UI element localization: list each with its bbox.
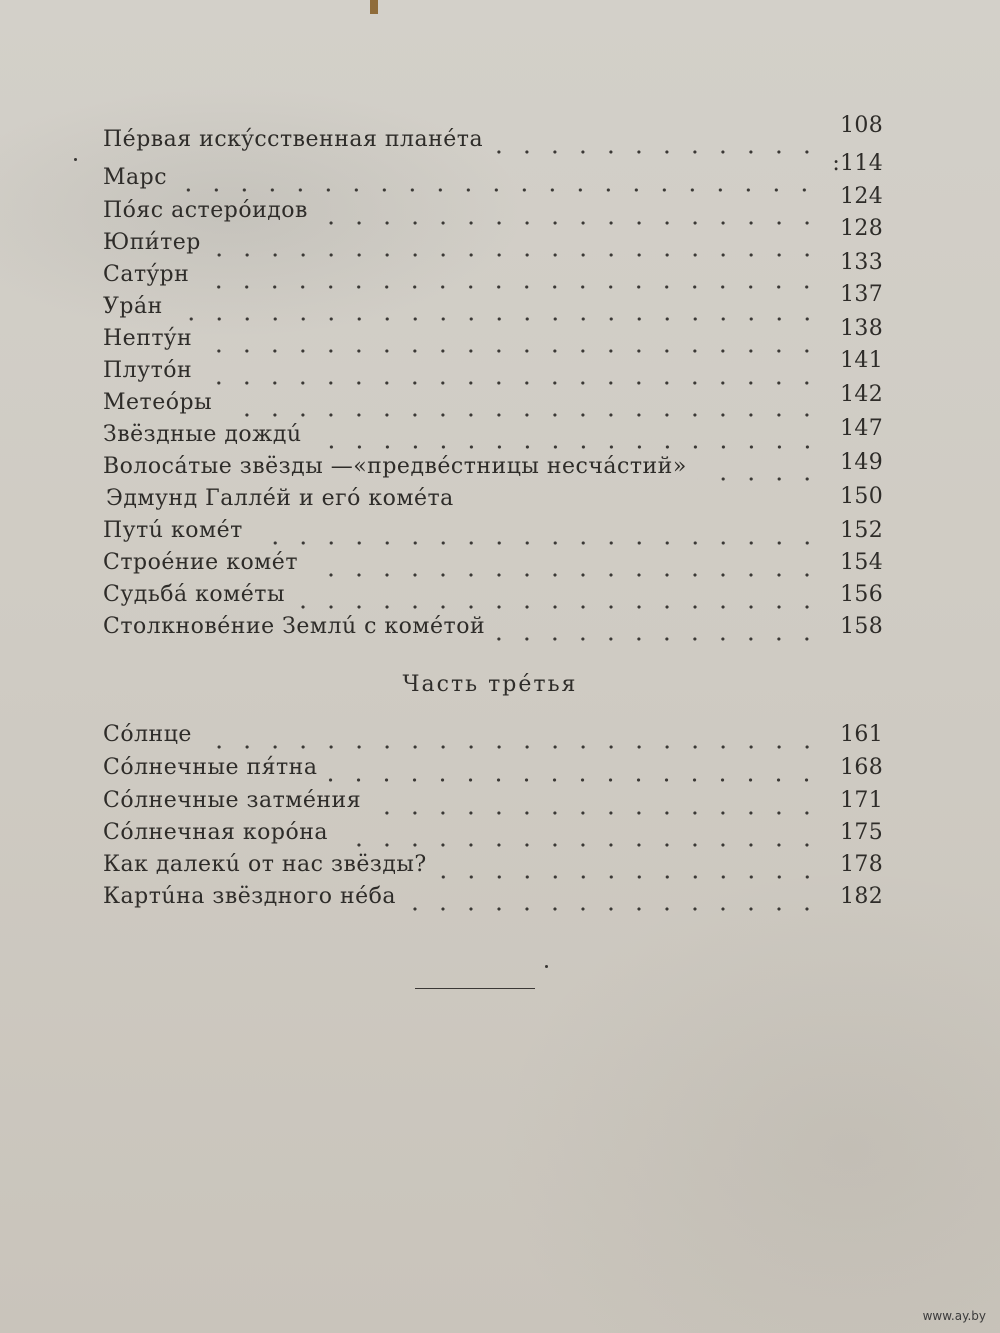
dot-leader: [697, 460, 821, 482]
toc-entry-page: :114: [832, 151, 883, 176]
toc-entry-page: 149: [840, 450, 883, 475]
dot-leader: [312, 428, 821, 450]
toc-entry-title: Пéрвая искýсственная планéта: [103, 127, 484, 152]
toc-entry-page: 138: [840, 316, 883, 341]
toc-entry-title: Картúна звёздного нéба: [103, 884, 397, 909]
toc-entry-title: Пóяс астерóидов: [103, 198, 308, 223]
dot-leader: [211, 236, 821, 258]
toc-entry-page: 154: [840, 550, 883, 575]
toc-entry-title: Урáн: [103, 294, 163, 319]
toc-entry: [103, 348, 883, 388]
dot-leader: [338, 826, 821, 848]
dot-leader: [202, 364, 821, 386]
dot-leader: [202, 332, 821, 354]
toc-entry-title: Юпи́тер: [103, 230, 201, 255]
part-three-heading: Часть трéтья: [402, 672, 578, 697]
toc-entry: [103, 518, 883, 548]
toc-entry: [103, 582, 883, 612]
dot-leader: [464, 492, 821, 514]
dot-leader: [493, 133, 821, 155]
toc-entry: [103, 820, 883, 850]
toc-entry-page: 124: [840, 184, 883, 209]
toc-entry-title: Эдмунд Галлéй и егó комéта: [106, 486, 454, 511]
toc-entry-title: Сатýрн: [103, 262, 190, 287]
toc-entry: [103, 151, 883, 195]
toc-entry-page: 178: [840, 852, 883, 877]
toc-entry: [103, 216, 883, 260]
dot-leader: [308, 556, 821, 578]
toc-entry: [103, 614, 883, 644]
toc-entry-page: 150: [840, 484, 883, 509]
toc-entry-page: 152: [840, 518, 883, 543]
ink-speck: [74, 158, 77, 161]
dot-leader: [253, 524, 821, 546]
toc-entry-page: 158: [840, 614, 883, 639]
toc-entry-page: 182: [840, 884, 883, 909]
toc-entry: [103, 550, 883, 580]
toc-entry: [103, 450, 883, 484]
toc-entry-title: Марс: [103, 165, 168, 190]
toc-entry: [103, 250, 883, 292]
toc-entry-title: Как далекú от нас звёзды?: [103, 852, 427, 877]
toc-entry: [103, 184, 883, 228]
toc-entry-page: 175: [840, 820, 883, 845]
dot-leader: [371, 794, 821, 816]
toc-entry-title: Сóлнечные пя́тна: [103, 755, 318, 780]
toc-entry-title: Нептýн: [103, 326, 193, 351]
toc-entry-title: Звёздные дождú: [103, 422, 302, 447]
toc-entry-title: Путú комéт: [103, 518, 243, 543]
dot-leader: [437, 858, 821, 880]
toc-entry: [103, 884, 883, 914]
dot-leader: [495, 620, 821, 642]
toc-entry-title: Судьбá комéты: [103, 582, 285, 607]
toc-entry: [103, 852, 883, 882]
watermark: www.ay.by: [922, 1309, 986, 1323]
toc-entry: [103, 113, 883, 157]
dot-leader: [199, 268, 821, 290]
toc-entry: [103, 382, 883, 420]
dot-leader: [173, 300, 821, 322]
toc-entry-title: Сóлнце: [103, 722, 192, 747]
dot-leader: [222, 396, 821, 418]
ink-speck: [545, 965, 548, 968]
dot-leader: [202, 728, 821, 750]
toc-entry-page: 137: [840, 282, 883, 307]
toc-entry-title: Столкновéние Землú с комéтой: [103, 614, 486, 639]
toc-entry-page: 168: [840, 755, 883, 780]
toc-entry-page: 141: [840, 348, 883, 373]
dot-leader: [318, 204, 821, 226]
toc-entry-page: 171: [840, 788, 883, 813]
dot-leader: [406, 890, 821, 912]
dot-leader: [177, 171, 818, 193]
toc-entry-title: Строéние комéт: [103, 550, 298, 575]
toc-entry-page: 156: [840, 582, 883, 607]
toc-entry: [103, 722, 883, 752]
toc-entry-page: 108: [840, 113, 883, 138]
toc-entry-page: 147: [840, 416, 883, 441]
toc-entry: [106, 486, 883, 516]
toc-entry: [103, 788, 883, 818]
toc-entry: [103, 316, 883, 356]
toc-entry-title: Сóлнечные затмéния: [103, 788, 362, 813]
toc-entry: [103, 755, 883, 785]
toc-entry-page: 161: [840, 722, 883, 747]
toc-entry: [103, 416, 883, 452]
toc-entry-page: 133: [840, 250, 883, 275]
toc-entry-title: Плутóн: [103, 358, 193, 383]
dot-leader: [327, 761, 821, 783]
toc-entry-page: 128: [840, 216, 883, 241]
toc-entry-title: Волосáтые звёзды —«предвéстницы несчáстий»: [103, 454, 687, 479]
end-rule: [415, 988, 535, 989]
toc-entry-title: Метеóры: [103, 390, 213, 415]
toc-entry: [103, 282, 883, 324]
toc-entry-title: Сóлнечная корóна: [103, 820, 329, 845]
toc-entry-page: 142: [840, 382, 883, 407]
dot-leader: [295, 588, 821, 610]
